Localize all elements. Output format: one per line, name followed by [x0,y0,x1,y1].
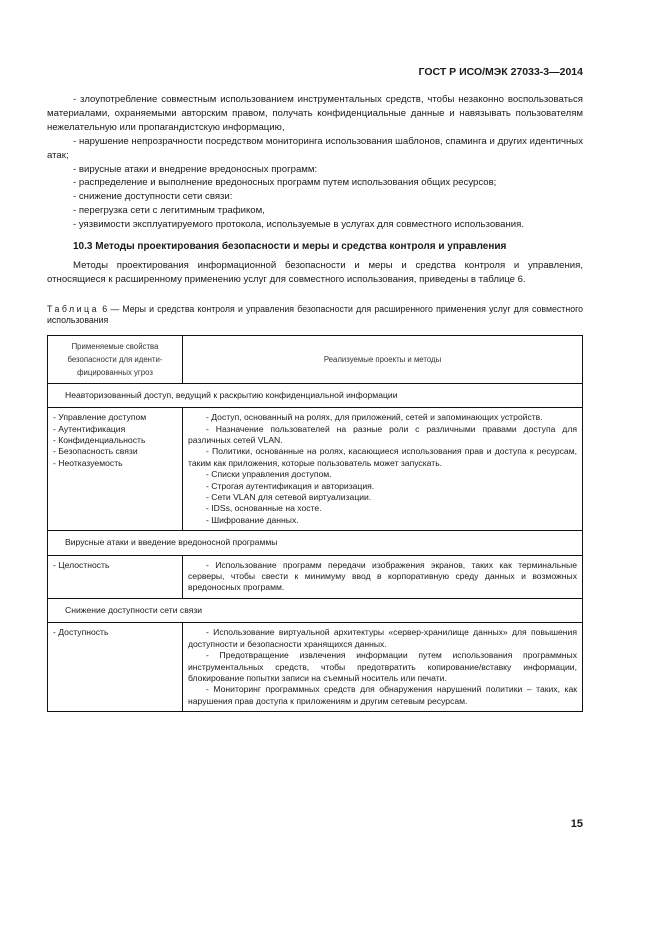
method-item: - IDSs, основанные на хосте. [206,503,322,514]
security-property: - Конфиденциальность [53,435,146,445]
threat-category-title: Вирусные атаки и введение вредоносной программы [48,531,583,555]
method-item: - Доступ, основанный на ролях, для приложений, сетей и запоминающих устройств. [206,412,543,423]
list-item: - нарушение непрозрачности посредством мониторинга использования шаблонов, спаминга и других идентичных атак; [47,135,583,161]
list-item: - снижение доступности сети связи: [73,191,233,203]
method-item: - Политики, основанные на ролях, касающиеся использования прав и доступа к ресурсам, таким как приложения, которые пользователь может запускать. [188,446,577,468]
list-item: - распределение и выполнение вредоносных программ путем использования общих ресурсов; [73,177,497,189]
table-caption-text: 6 — Меры и средства контроля и управления безопасности для расширенного применения услуг для совместного использования [47,303,583,325]
list-item: - злоупотребление совместным использованием инструментальных средств, чтобы незаконно воспользоваться материалами, охраняемыми авторским правом, получать конфиденциальные данные и навязывать пользователям нежелательную или пропагандистскую информацию, [47,94,583,133]
security-property: - Доступность [53,627,109,638]
section-heading: 10.3 Методы проектирования безопасности и меры и средства контроля и управления [73,241,507,253]
security-properties-cell [48,555,183,598]
column-header-properties: Применяемые свойства безопасности для иденти-фицированных угроз [48,335,183,383]
security-properties-cell [48,408,183,531]
methods-cell [183,408,583,531]
list-item: - уязвимости эксплуатируемого протокола, используемые в услугах для совместного использования. [73,219,525,231]
table-caption [47,304,583,326]
method-item: - Сети VLAN для сетевой виртуализации. [206,492,372,503]
list-item: - вирусные атаки и внедрение вредоносных программ: [73,163,318,175]
section-paragraph: Методы проектирования информационной безопасности и меры и средства контроля и управления, относящиеся к расширенному применению услуг для совместного использования, приведены в таблице 6. [47,259,583,285]
method-item: - Строгая аутентификация и авторизация. [206,480,375,491]
method-item: - Списки управления доступом. [206,469,332,480]
method-item: - Предотвращение извлечения информации путем использования программных инструментальных средств, чтобы предотвратить копирование/вставку информации, блокирование попытки записи на съемный носитель или печати. [188,650,577,683]
table-row [48,408,583,531]
list-item: - перегрузка сети с легитимным трафиком, [73,205,265,217]
security-property: - Неотказуемость [53,457,123,468]
security-property: - Аутентификация [53,423,126,434]
method-item: - Шифрование данных. [206,514,299,525]
table-caption-label: Таблица [47,303,99,314]
threat-category-title: Неавторизованный доступ, ведущий к раскрытию конфиденциальной информации [48,383,583,407]
column-header-methods: Реализуемые проекты и методы [183,335,583,383]
method-item: - Использование программ передачи изображения экранов, таких как терминальные серверы, чтобы свести к минимуму ввод в корпоративную среду данных и возможных вредоносных программ. [188,559,577,593]
controls-table [47,335,583,712]
page-body [47,93,583,712]
method-item: - Мониторинг программных средств для обнаружения нарушений политики – таких, как нарушения прав доступа к приложениям и другим сетевым ресурсам. [188,684,577,706]
document-header: ГОСТ Р ИСО/МЭК 27033-3—2014 [418,66,583,78]
table-section-row [48,598,583,622]
security-property: - Целостность [53,559,110,570]
threat-category-title: Снижение доступности сети связи [48,598,583,622]
methods-cell [183,623,583,712]
table-section-row [48,383,583,407]
table-header-row [48,335,583,383]
method-item: - Использование виртуальной архитектуры «сервер-хранилище данных» для повышения доступности и безопасности хранящихся данных. [188,627,577,649]
page-number: 15 [570,818,583,830]
method-item: - Назначение пользователей на разные роли с различными правами доступа для различных сетей VLAN. [188,423,577,445]
methods-cell [183,555,583,598]
table-row [48,555,583,598]
security-property: - Безопасность связи [53,446,138,457]
table-row [48,623,583,712]
security-property: - Управление доступом [53,412,147,423]
security-properties-cell [48,623,183,712]
table-section-row [48,531,583,555]
